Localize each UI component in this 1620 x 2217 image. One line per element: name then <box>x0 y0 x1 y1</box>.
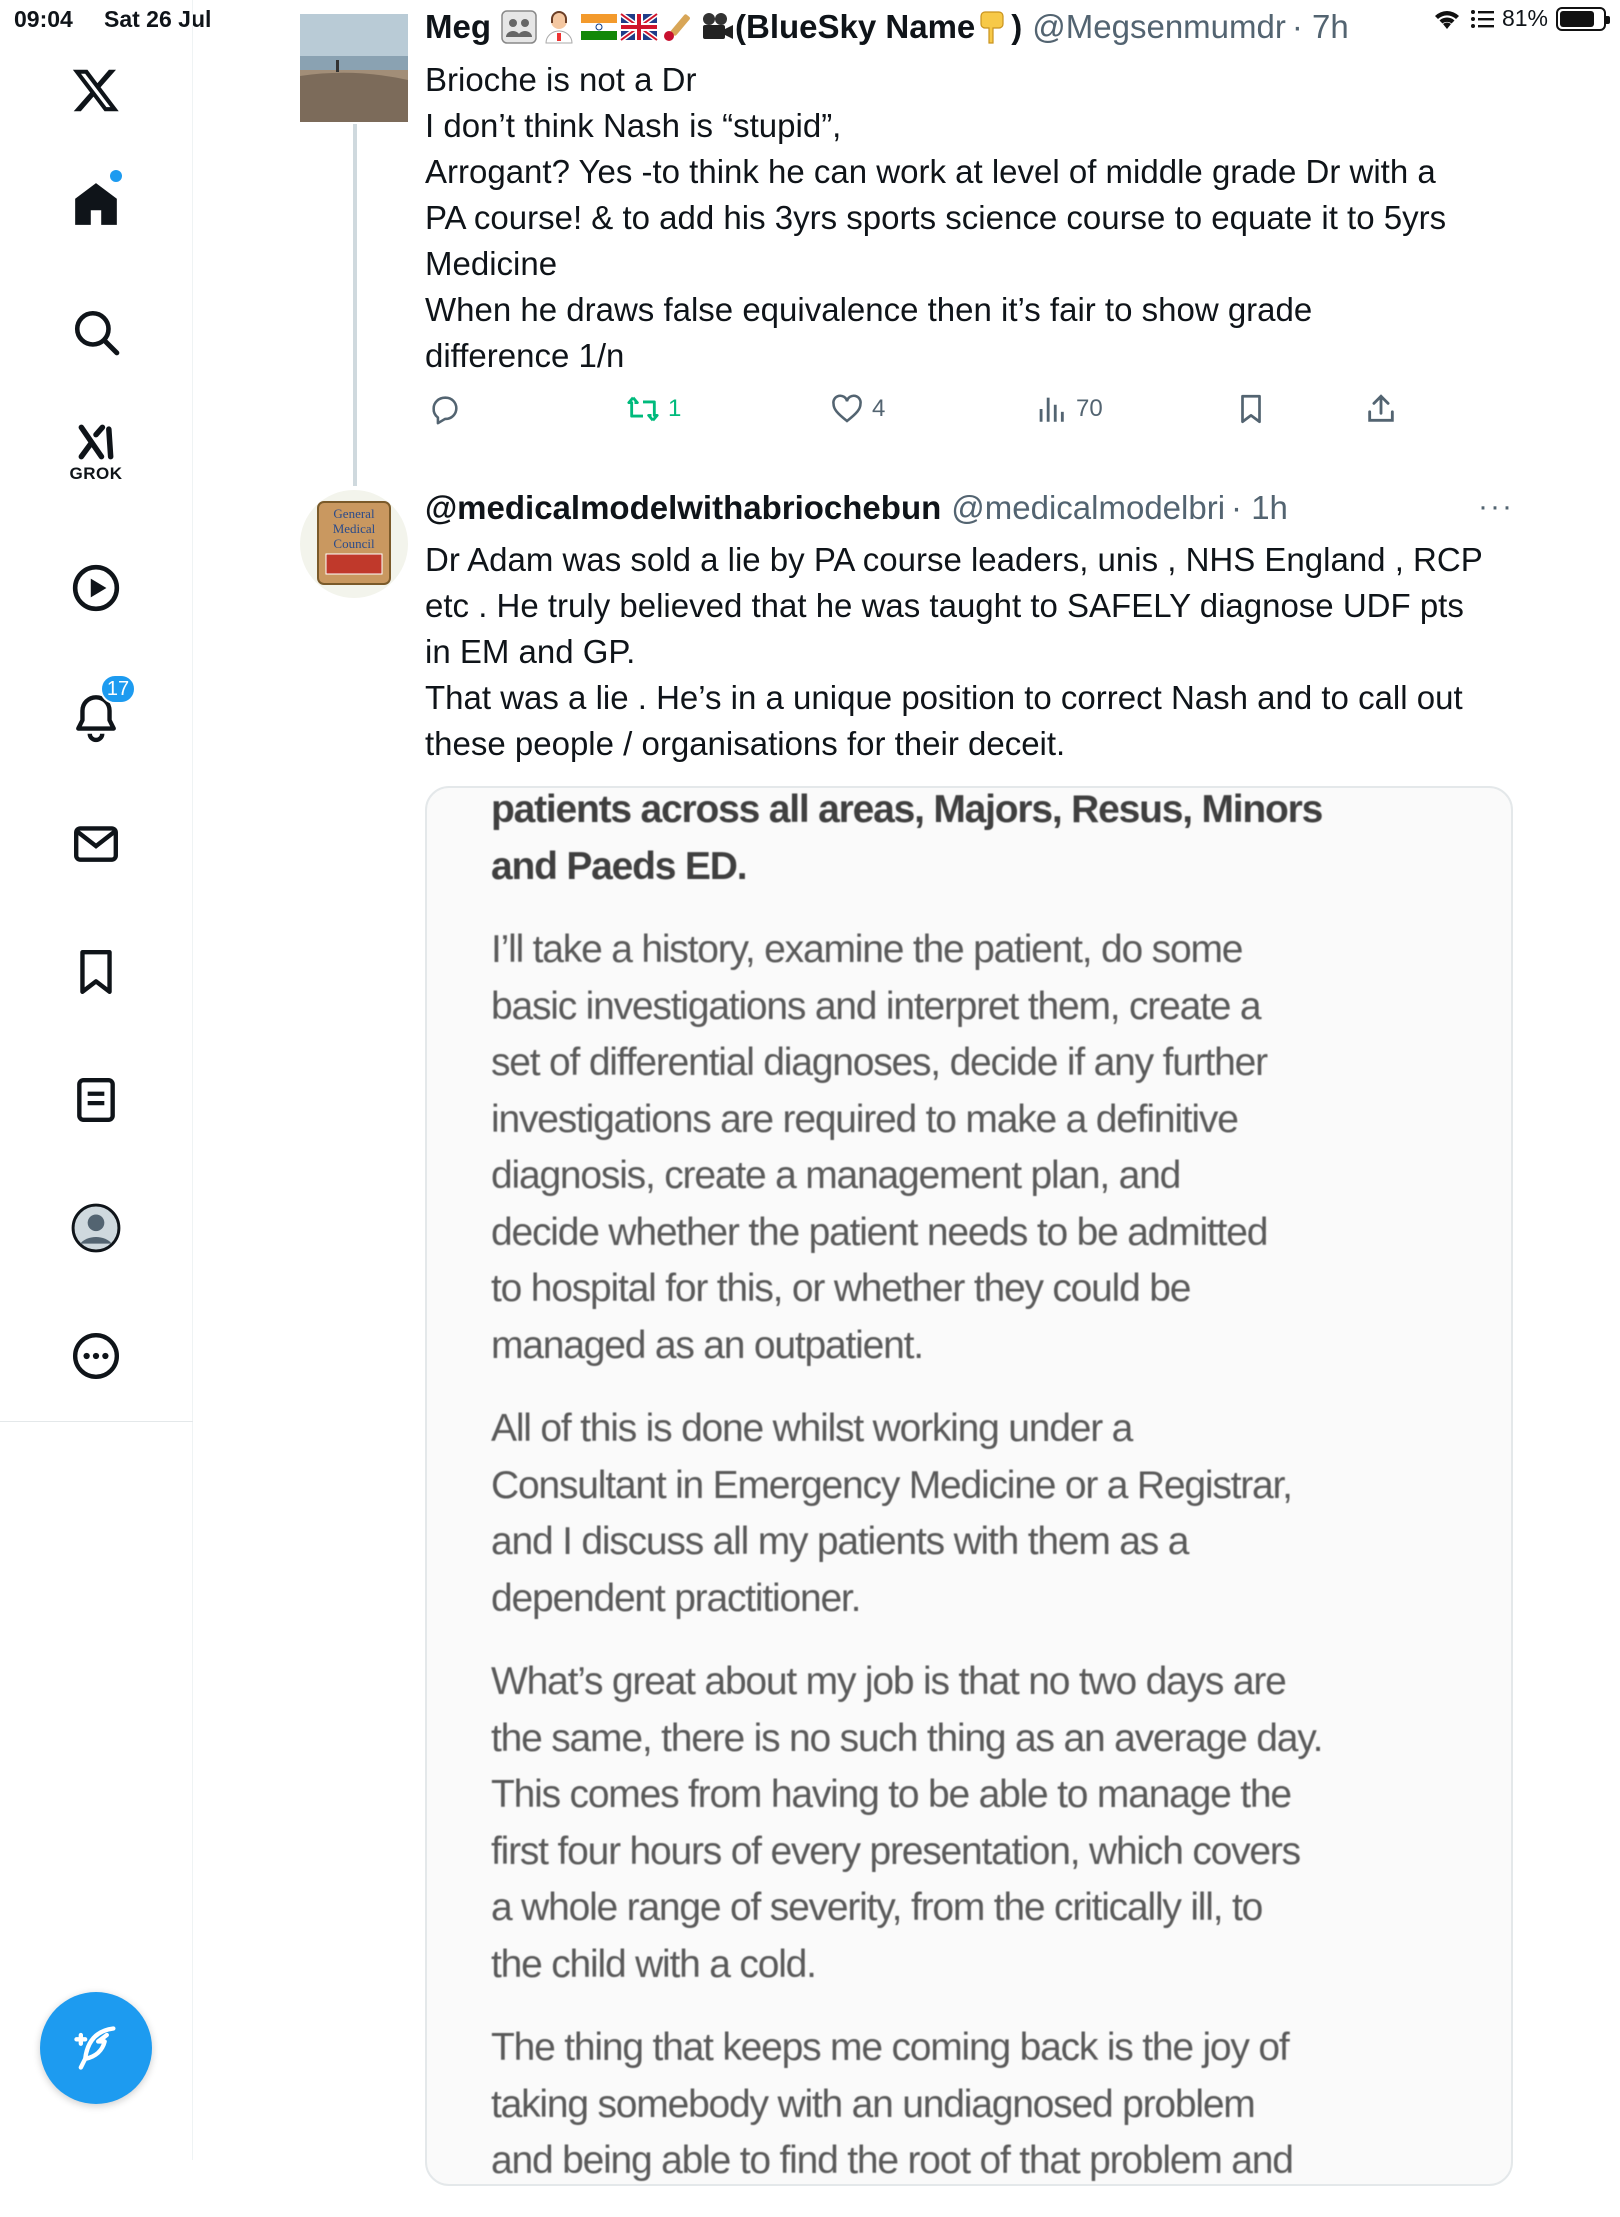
status-time: 09:04 <box>14 6 73 32</box>
tweet1-author-name[interactable]: Meg <box>425 8 491 45</box>
bookmark-button[interactable] <box>1234 392 1268 426</box>
compose-button[interactable] <box>40 1992 152 2104</box>
like-count: 4 <box>872 395 886 422</box>
new-content-dot <box>110 170 122 182</box>
tweet1-line: Arrogant? Yes -to think he can work at level of middle grade Dr with a <box>425 153 1436 190</box>
tweet1-text <box>425 57 1446 379</box>
views-button[interactable] <box>1034 392 1103 426</box>
reply-icon <box>428 392 462 426</box>
tweet2-timestamp[interactable]: · 1h <box>1231 489 1288 526</box>
tweet1-line: difference 1/n <box>425 337 625 374</box>
image-paragraph: The thing that keeps me coming back is the joy of taking somebody with an undiagnosed problem and being able to find the root of that problem and <box>491 2026 1293 2182</box>
tweet2-more-button[interactable]: ··· <box>1478 490 1514 523</box>
tweet2-text <box>425 537 1483 767</box>
video-icon[interactable] <box>46 538 146 638</box>
search-icon[interactable] <box>46 282 146 382</box>
x-logo-icon[interactable] <box>46 40 146 140</box>
lists-icon[interactable] <box>46 1050 146 1150</box>
tweet1-name-suffix: (BlueSky Name <box>735 8 976 45</box>
tweet2-image[interactable] <box>425 786 1513 2186</box>
image-paragraph: What’s great about my job is that no two days are the same, there is no such thing as an average day. This comes from having to be able to manage the first four hours of every presentation, which covers a whole range of severity, from the critically ill, to the child with a cold. <box>491 1660 1323 1986</box>
tweet1-name-close: ) <box>1011 8 1023 45</box>
india-flag-icon <box>581 14 617 40</box>
tweet2-line: etc . He truly believed that he was taught to SAFELY diagnose UDF pts <box>425 587 1464 624</box>
retweet-count: 1 <box>668 395 682 422</box>
grok-icon[interactable] <box>46 402 146 502</box>
reply-button[interactable] <box>428 392 462 426</box>
profile-icon[interactable] <box>46 1178 146 1278</box>
avatar-text: General <box>333 506 375 521</box>
pointing-down-emoji-icon <box>977 10 1009 44</box>
health-worker-emoji-icon <box>541 9 577 45</box>
tweet2-line: That was a lie . He’s in a unique position to correct Nash and to call out <box>425 679 1463 716</box>
focus-icon <box>1470 8 1494 30</box>
image-text <box>491 788 1491 2217</box>
grok-label: GROK <box>69 464 123 483</box>
sidebar-divider <box>0 1421 193 1422</box>
tweet1-handle[interactable]: @Megsenmumdr <box>1032 8 1286 45</box>
tweet1-line: I don’t think Nash is “stupid”, <box>425 107 842 144</box>
heart-icon <box>830 392 864 426</box>
tweet1-actions <box>420 392 1420 436</box>
battery-icon <box>1556 7 1606 31</box>
thread-connector <box>353 124 357 486</box>
avatar-text: Medical <box>332 521 376 536</box>
compose-icon <box>70 2022 122 2074</box>
wifi-icon <box>1432 7 1462 31</box>
share-button[interactable] <box>1364 392 1398 426</box>
tweet1-avatar[interactable] <box>300 14 408 122</box>
tweet2-handle[interactable]: @medicalmodelbri <box>951 489 1226 526</box>
notifications-badge: 17 <box>100 674 136 704</box>
tweet1-timestamp[interactable]: · 7h <box>1291 8 1349 45</box>
tweet1-line: When he draws false equivalence then it’s fair to show grade <box>425 291 1313 328</box>
image-paragraph: patients across all areas, Majors, Resus, Minors and Paeds ED. <box>491 788 1323 888</box>
tweet2-avatar[interactable] <box>300 490 408 598</box>
home-icon[interactable] <box>46 154 146 254</box>
more-icon[interactable] <box>46 1306 146 1406</box>
like-button[interactable] <box>830 392 885 426</box>
tweet2-line: these people / organisations for their deceit. <box>425 725 1066 762</box>
image-paragraph: All of this is done whilst working under a Consultant in Emergency Medicine or a Registrar, and I discuss all my patients with them as a dependent practitioner. <box>491 1407 1292 1620</box>
views-icon <box>1034 392 1068 426</box>
bookmark-icon <box>1234 392 1268 426</box>
image-paragraph: I’ll take a history, examine the patient, do some basic investigations and interpret them, create a set of differential diagnoses, decide if any further investigations are required to make a definitive diagnosis, create a management plan, and decide whether the patient needs to be admitted to hospital for this, or whether they could be managed as an outpatient. <box>491 928 1268 1367</box>
retweet-button[interactable] <box>626 392 681 426</box>
people-emoji-icon <box>501 10 537 44</box>
tweet1-line: Medicine <box>425 245 558 282</box>
retweet-icon <box>626 392 660 426</box>
status-date: Sat 26 Jul <box>104 6 212 32</box>
sidebar <box>0 0 193 2160</box>
status-indicators <box>1432 5 1606 32</box>
tweet1-name-emojis <box>501 9 735 45</box>
avatar-text: Council <box>333 536 375 551</box>
tweet2-header <box>425 489 1288 527</box>
tweet1-line: PA course! & to add his 3yrs sports science course to equate it to 5yrs <box>425 199 1447 236</box>
tweet1-header <box>425 8 1349 46</box>
notifications-icon[interactable] <box>46 666 146 766</box>
views-count: 70 <box>1076 395 1103 422</box>
tweet2-line: in EM and GP. <box>425 633 636 670</box>
tweet2-author-name[interactable]: @medicalmodelwithabriochebun <box>425 489 942 526</box>
tweet2-line: Dr Adam was sold a lie by PA course leaders, unis , NHS England , RCP <box>425 541 1483 578</box>
battery-percent: 81% <box>1501 5 1548 31</box>
bookmarks-icon[interactable] <box>46 922 146 1022</box>
tweet1-line: Brioche is not a Dr <box>425 61 697 98</box>
uk-flag-icon <box>621 14 657 40</box>
messages-icon[interactable] <box>46 794 146 894</box>
cricket-emoji-icon <box>661 10 695 44</box>
camera-emoji-icon <box>699 10 735 44</box>
share-icon <box>1364 392 1398 426</box>
